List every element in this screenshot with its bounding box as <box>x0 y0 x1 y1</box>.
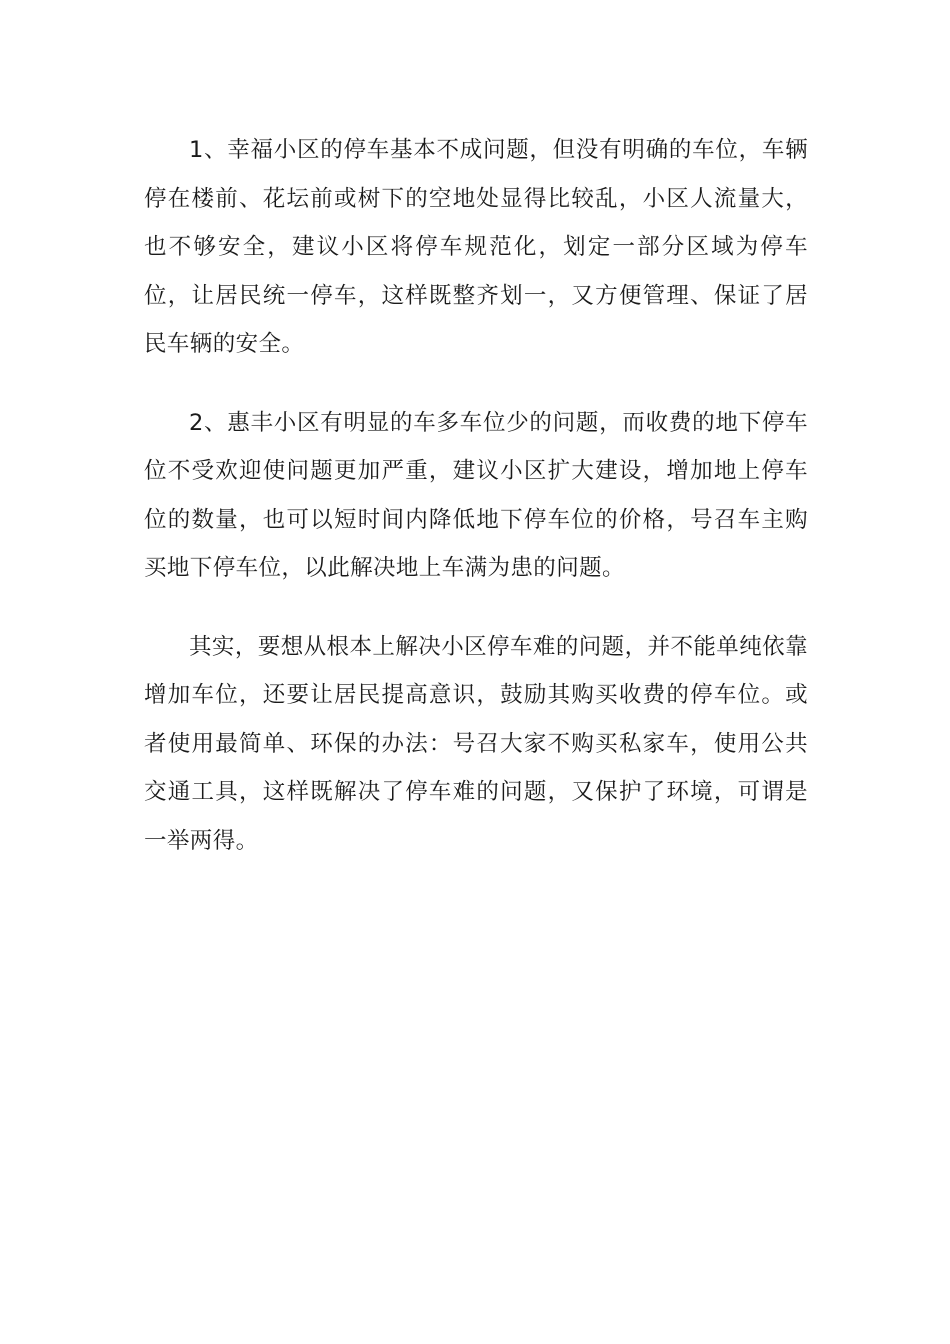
paragraph-2: 2、惠丰小区有明显的车多车位少的问题，而收费的地下停车位不受欢迎使问题更加严重，建议小区扩大建设，增加地上停车位的数量，也可以短时间内降低地下停车位的价格，号召车主购买地下停车位，以此解决地上车满为患的问题。 <box>144 409 808 581</box>
paragraph-3: 其实，要想从根本上解决小区停车难的问题，并不能单纯依靠增加车位，还要让居民提高意识，鼓励其购买收费的停车位。或者使用最简单、环保的办法：号召大家不购买私家车，使用公共交通工具，这样既解决了停车难的问题，又保护了环境，可谓是一举两得。 <box>144 633 808 854</box>
document-body <box>144 126 808 895</box>
paragraph-1: 1、幸福小区的停车基本不成问题，但没有明确的车位，车辆停在楼前、花坛前或树下的空地处显得比较乱，小区人流量大，也不够安全，建议小区将停车规范化，划定一部分区域为停车位，让居民统一停车，这样既整齐划一，又方便管理、保证了居民车辆的安全。 <box>144 137 808 357</box>
